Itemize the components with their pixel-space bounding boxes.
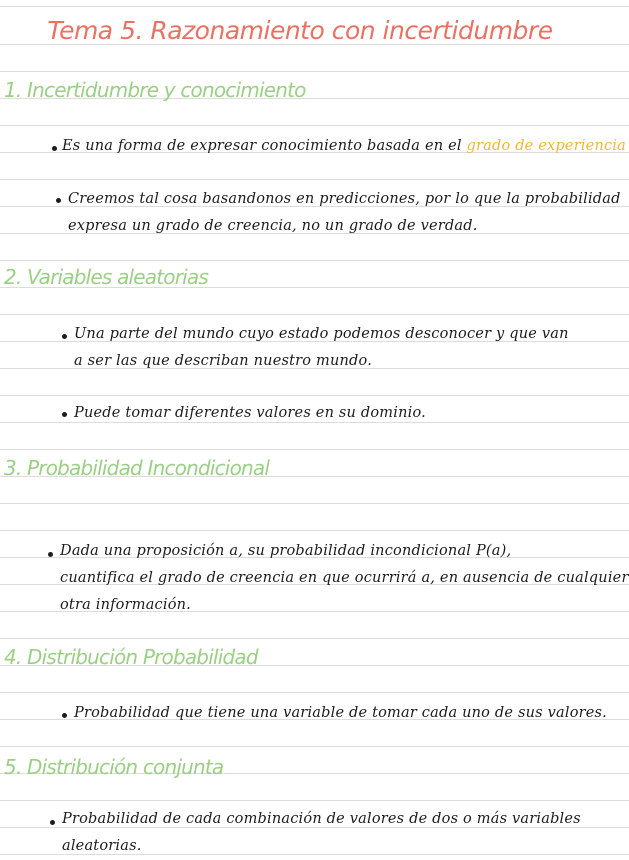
bullet-2-1	[74, 321, 569, 375]
section-heading-5: 5. Distribución conjunta	[4, 755, 224, 779]
bullet-5-1	[62, 806, 581, 860]
bullet-dot	[50, 820, 55, 825]
bullet-4-1	[74, 700, 607, 727]
bullet-2-2	[74, 400, 426, 427]
bullet-line: expresa un grado de creencia, no un grado de verdad.	[68, 218, 478, 234]
bullet-dot	[52, 146, 57, 151]
bullet-text: Es una forma de expresar conocimiento basada en el	[62, 138, 467, 154]
bullet-dot	[62, 412, 67, 417]
section-heading-1: 1. Incertidumbre y conocimiento	[4, 78, 306, 102]
bullet-line: Creemos tal cosa basandonos en predicciones, por lo que la probabilidad	[68, 191, 621, 207]
bullet-line: Dada una proposición a, su probabilidad incondicional P(a),	[60, 543, 512, 559]
bullet-1-1	[62, 133, 626, 160]
highlight-text: grado de experiencia	[466, 138, 626, 154]
bullet-line: otra información.	[60, 597, 191, 613]
section-heading-4: 4. Distribución Probabilidad	[4, 645, 258, 669]
bullet-line: aleatorias.	[62, 838, 142, 854]
bullet-line: cuantifica el grado de creencia en que ocurrirá a, en ausencia de cualquier	[60, 570, 629, 586]
bullet-line: Una parte del mundo cuyo estado podemos desconocer y que van	[74, 326, 569, 342]
section-heading-2: 2. Variables aleatorias	[4, 265, 208, 289]
section-heading-3: 3. Probabilidad Incondicional	[4, 456, 270, 480]
bullet-dot	[62, 713, 67, 718]
bullet-dot	[56, 198, 61, 203]
bullet-3-1	[60, 538, 629, 619]
bullet-line: a ser las que describan nuestro mundo.	[74, 353, 373, 369]
bullet-line: Probabilidad de cada combinación de valores de dos o más variables	[62, 811, 581, 827]
bullet-line: Puede tomar diferentes valores en su dominio.	[74, 405, 426, 421]
bullet-dot	[62, 334, 67, 339]
bullet-dot	[48, 552, 53, 557]
bullet-line: Probabilidad que tiene una variable de tomar cada uno de sus valores.	[74, 705, 607, 721]
page-title: Tema 5. Razonamiento con incertidumbre	[47, 16, 553, 45]
bullet-1-2	[68, 186, 621, 240]
